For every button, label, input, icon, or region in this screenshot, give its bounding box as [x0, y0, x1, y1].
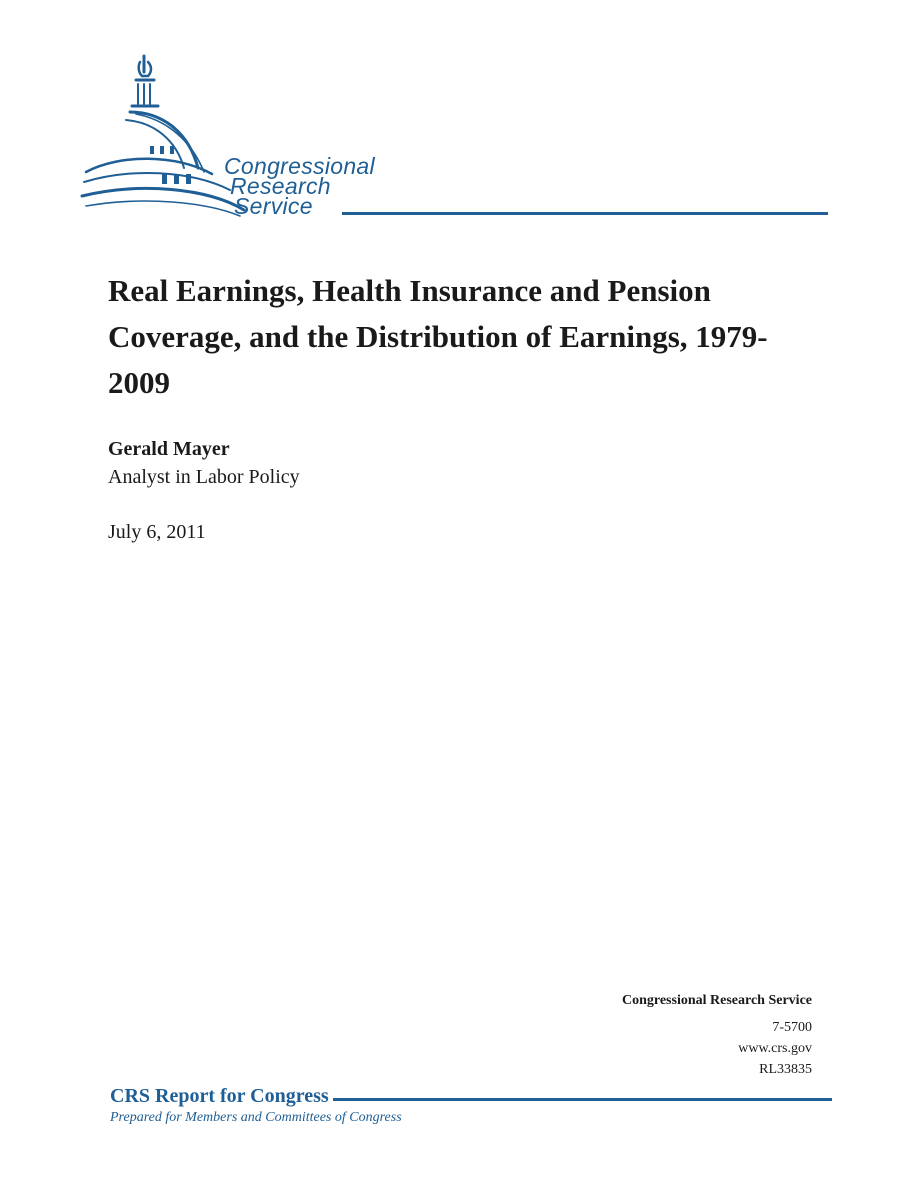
- footer-subtitle: Prepared for Members and Committees of Congress: [110, 1110, 402, 1125]
- report-info-block: [622, 990, 812, 1080]
- footer-title: CRS Report for Congress: [110, 1085, 333, 1108]
- report-title: Real Earnings, Health Insurance and Pension Coverage, and the Distribution of Earnings, 1979-2009: [108, 273, 768, 400]
- crs-logo: [80, 50, 830, 230]
- logo-text-line-2: Research: [230, 173, 331, 199]
- info-organization: Congressional Research Service: [621, 993, 812, 1008]
- footer-rule: [250, 1098, 832, 1101]
- logo-rule: [342, 212, 828, 215]
- info-report-number: RL33835: [759, 1062, 812, 1077]
- author-name: Gerald Mayer: [108, 438, 230, 460]
- logo-text-line-3: Service: [234, 193, 313, 219]
- author-title: Analyst in Labor Policy: [108, 466, 300, 488]
- logo-wordmark: [224, 153, 375, 219]
- info-website[interactable]: www.crs.gov: [738, 1041, 812, 1056]
- report-date: July 6, 2011: [108, 521, 206, 543]
- logo-text-line-1: Congressional: [224, 153, 375, 179]
- info-phone: 7-5700: [772, 1020, 812, 1035]
